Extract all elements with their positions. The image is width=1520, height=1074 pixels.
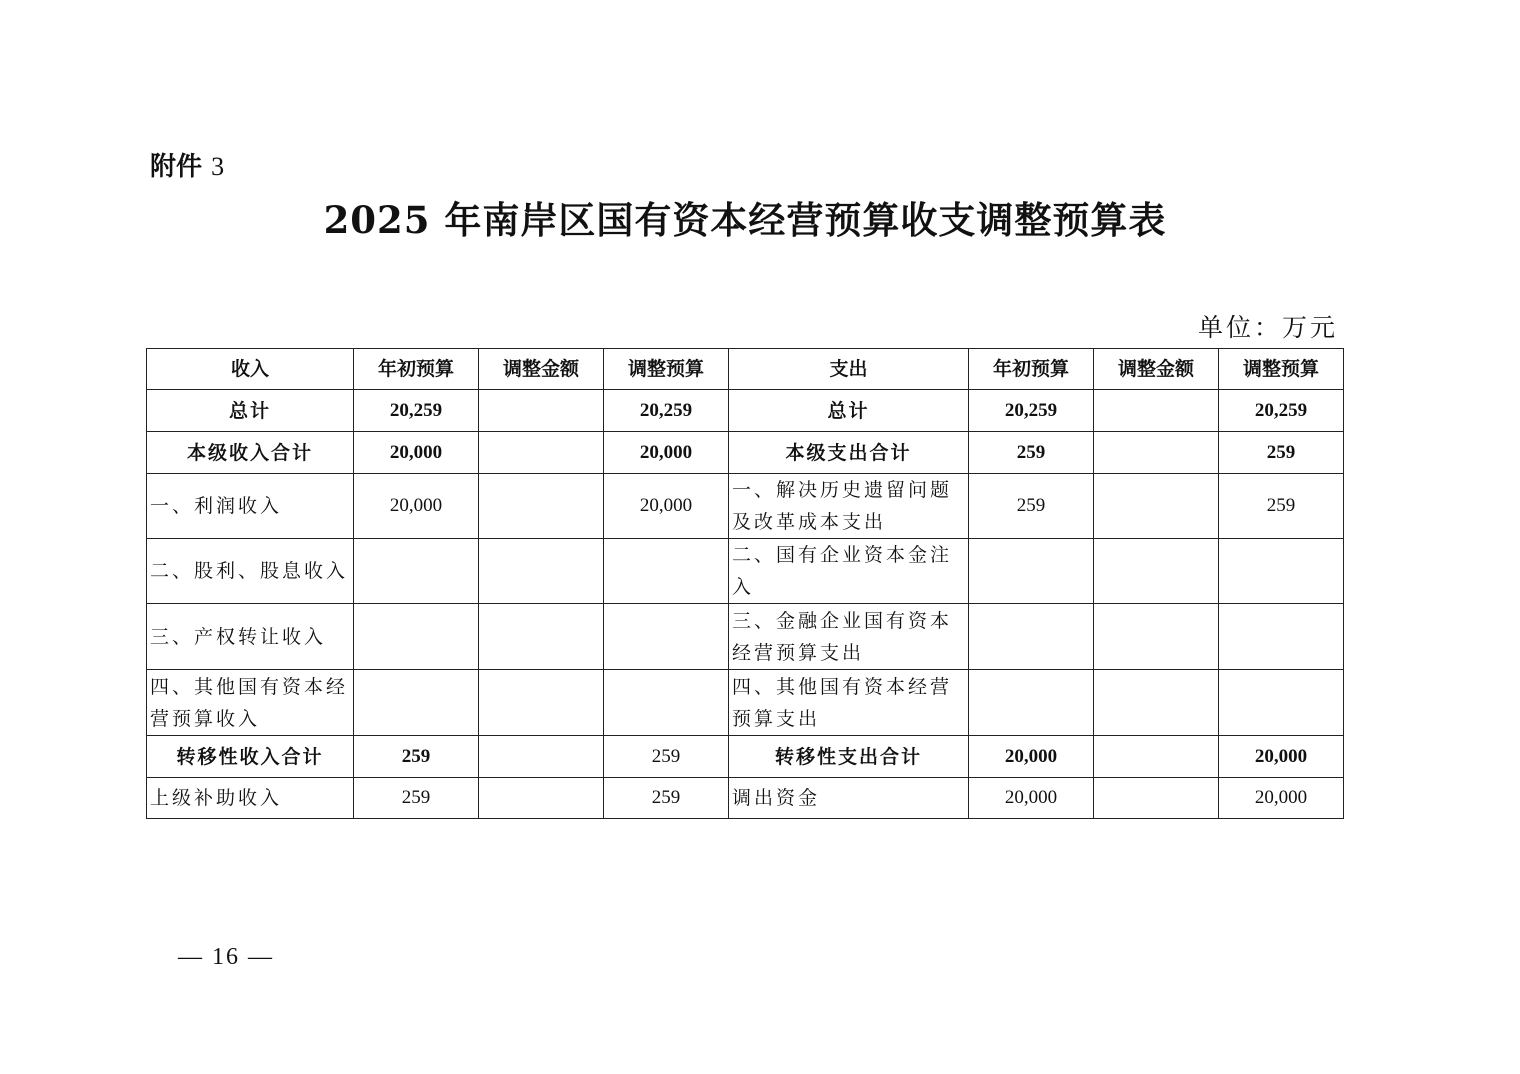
header-income-adjusted: 调整预算 [604, 349, 729, 390]
income-initial: 20,000 [354, 474, 479, 539]
expense-label: 总计 [729, 390, 969, 432]
expense-initial [969, 604, 1094, 670]
expense-initial [969, 670, 1094, 736]
table-row [147, 539, 1344, 604]
document-title: 2025 年南岸区国有资本经营预算收支调整预算表 [323, 198, 1167, 242]
table-row [147, 670, 1344, 736]
income-label: 一、利润收入 [147, 474, 354, 539]
expense-adjusted: 20,000 [1219, 778, 1344, 819]
expense-adjusted: 259 [1219, 432, 1344, 474]
income-initial [354, 670, 479, 736]
header-income: 收入 [147, 349, 354, 390]
expense-label: 本级支出合计 [729, 432, 969, 474]
income-label: 二、股利、股息收入 [147, 539, 354, 604]
expense-adjusted: 20,000 [1219, 736, 1344, 778]
income-adjust [479, 604, 604, 670]
income-initial: 259 [354, 778, 479, 819]
income-adjust [479, 474, 604, 539]
expense-adjusted: 259 [1219, 474, 1344, 539]
expense-label: 三、金融企业国有资本经营预算支出 [729, 604, 969, 670]
income-adjust [479, 778, 604, 819]
page-number: — 16 — [178, 944, 274, 970]
income-adjust [479, 736, 604, 778]
header-expense: 支出 [729, 349, 969, 390]
table-header-row [147, 349, 1344, 390]
expense-adjust [1094, 432, 1219, 474]
income-adjusted [604, 670, 729, 736]
header-expense-adjust: 调整金额 [1094, 349, 1219, 390]
income-initial: 20,000 [354, 432, 479, 474]
expense-initial [969, 539, 1094, 604]
expense-adjusted [1219, 670, 1344, 736]
income-adjusted: 259 [604, 736, 729, 778]
income-adjusted: 20,000 [604, 474, 729, 539]
attachment-text: 附件 [150, 152, 203, 182]
attachment-number: 3 [211, 152, 225, 181]
income-initial [354, 539, 479, 604]
expense-adjust [1094, 778, 1219, 819]
expense-adjust [1094, 670, 1219, 736]
header-income-initial: 年初预算 [354, 349, 479, 390]
table-row [147, 390, 1344, 432]
expense-initial: 20,000 [969, 778, 1094, 819]
income-label: 四、其他国有资本经营预算收入 [147, 670, 354, 736]
income-adjusted: 20,259 [604, 390, 729, 432]
income-label: 上级补助收入 [147, 778, 354, 819]
income-initial: 20,259 [354, 390, 479, 432]
income-adjusted: 259 [604, 778, 729, 819]
expense-adjusted: 20,259 [1219, 390, 1344, 432]
expense-label: 二、国有企业资本金注入 [729, 539, 969, 604]
table-row [147, 432, 1344, 474]
income-initial: 259 [354, 736, 479, 778]
income-adjust [479, 390, 604, 432]
expense-adjust [1094, 539, 1219, 604]
table-row [147, 474, 1344, 539]
expense-adjusted [1219, 604, 1344, 670]
expense-initial: 20,000 [969, 736, 1094, 778]
income-label: 本级收入合计 [147, 432, 354, 474]
income-adjust [479, 432, 604, 474]
income-adjusted [604, 539, 729, 604]
expense-label: 四、其他国有资本经营预算支出 [729, 670, 969, 736]
expense-adjust [1094, 736, 1219, 778]
expense-adjust [1094, 474, 1219, 539]
income-label: 总计 [147, 390, 354, 432]
attachment-label [150, 146, 224, 183]
table-row [147, 604, 1344, 670]
expense-adjust [1094, 390, 1219, 432]
budget-table [146, 348, 1344, 819]
unit-label: 单位：万元 [1197, 313, 1338, 342]
expense-adjust [1094, 604, 1219, 670]
expense-label: 转移性支出合计 [729, 736, 969, 778]
header-expense-initial: 年初预算 [969, 349, 1094, 390]
expense-initial: 259 [969, 432, 1094, 474]
table-row [147, 736, 1344, 778]
expense-adjusted [1219, 539, 1344, 604]
header-income-adjust: 调整金额 [479, 349, 604, 390]
header-expense-adjusted: 调整预算 [1219, 349, 1344, 390]
expense-label: 一、解决历史遗留问题及改革成本支出 [729, 474, 969, 539]
table-row [147, 778, 1344, 819]
income-label: 转移性收入合计 [147, 736, 354, 778]
expense-label: 调出资金 [729, 778, 969, 819]
income-adjust [479, 670, 604, 736]
income-initial [354, 604, 479, 670]
income-label: 三、产权转让收入 [147, 604, 354, 670]
expense-initial: 20,259 [969, 390, 1094, 432]
income-adjusted [604, 604, 729, 670]
expense-initial: 259 [969, 474, 1094, 539]
income-adjust [479, 539, 604, 604]
income-adjusted: 20,000 [604, 432, 729, 474]
